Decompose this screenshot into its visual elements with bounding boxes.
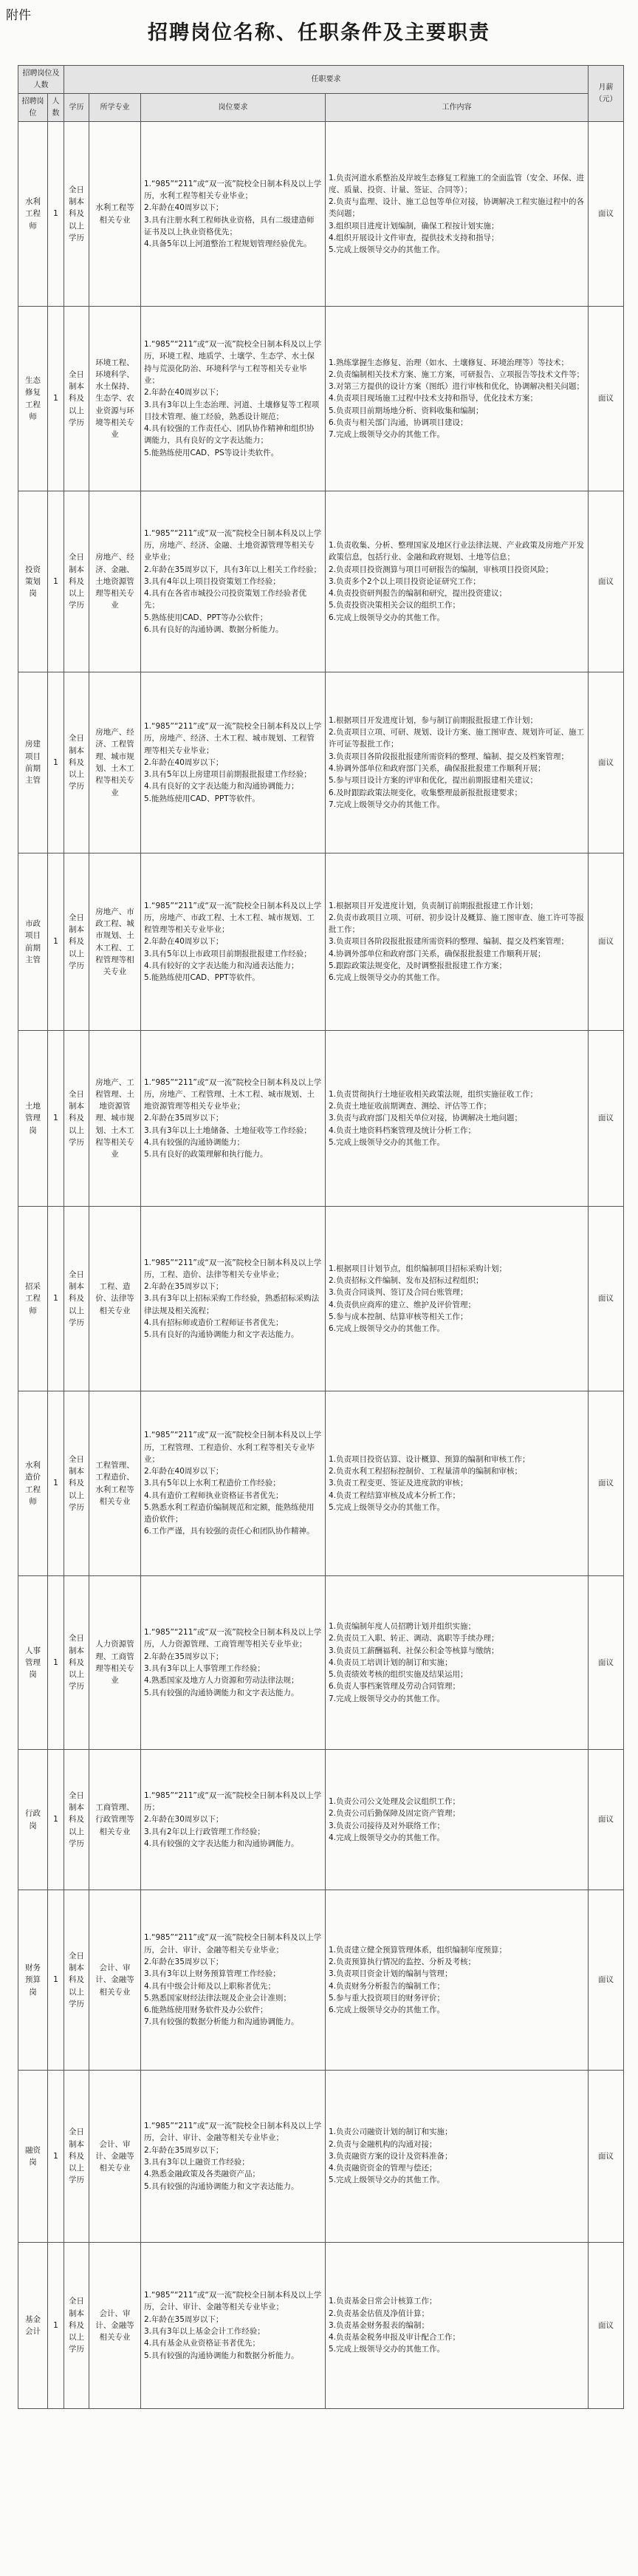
duty-line: 2.负责编制相关技术方案、施工方案，可研报告、立项报告等技术文件等； xyxy=(329,369,585,379)
duty-line: 3.负责工程变更、签证及进度款的审核； xyxy=(329,1479,468,1488)
duty-line: 4.组织开展设计文件审查，提供技术支持和指导； xyxy=(329,233,499,242)
duty-line: 2.负责公司后勤保障及固定资产管理； xyxy=(329,1809,461,1819)
requirements-cell xyxy=(141,307,326,491)
requirement-line: 3.具有5年以上房建项目前期报批报建工作经验； xyxy=(144,770,312,780)
count-cell: 1 xyxy=(48,672,64,853)
major-cell: 工商管理、行政管理等相关专业 xyxy=(89,1750,141,1890)
table-row xyxy=(18,1890,624,2071)
requirement-line: 6.工作严谨，具有较强的责任心和团队协作精神。 xyxy=(144,1527,315,1536)
salary-cell: 面议 xyxy=(589,491,624,672)
salary-cell: 面议 xyxy=(589,122,624,307)
duties-cell xyxy=(326,1576,589,1750)
count-cell: 1 xyxy=(48,122,64,307)
requirement-line: 3.具有4年以上项目投资策划工作经验； xyxy=(144,576,281,586)
education-cell: 全日制本科及以上学历 xyxy=(64,1576,89,1750)
count-cell: 1 xyxy=(48,1207,64,1391)
duty-line: 4.负责投资研判报告的编制和研究，提出投资建议； xyxy=(329,589,507,599)
requirement-line: 2.年龄在40周岁以下； xyxy=(144,1467,224,1476)
requirement-line: 2.年龄在35周岁以下； xyxy=(144,1114,224,1123)
requirement-line: 4.熟悉国家及地方人力资源和劳动法律法规； xyxy=(144,1676,299,1686)
duty-line: 4.协调外部单位和政府部门关系，确保报批报建工作顺利开展； xyxy=(329,764,546,773)
duty-line: 7.完成上级领导交办的其他工作。 xyxy=(329,430,445,440)
requirement-line: 3.具有3年以上财务预算管理工作经验； xyxy=(144,1969,281,1979)
page-title: 招聘岗位名称、任职条件及主要职责 xyxy=(148,21,490,44)
requirement-line: 2.年龄在35周岁以下； xyxy=(144,1957,224,1966)
position-cell: 行政岗 xyxy=(18,1750,48,1890)
salary-cell: 面议 xyxy=(589,1391,624,1576)
requirement-line: 1.“985”“211”或“双一流”院校全日制本科及以上学历，房地产、市政工程、土木工程、城市规划、工程管理等相关专业毕业； xyxy=(144,901,322,935)
requirements-cell xyxy=(141,491,326,672)
duty-line: 1.根据项目开发进度计划，参与制订前期报批报建工作计划； xyxy=(329,715,538,725)
salary-cell: 面议 xyxy=(589,1890,624,2071)
education-cell: 全日制本科及以上学历 xyxy=(64,1391,89,1576)
requirement-line: 4.具有基金从业资格证书者优先； xyxy=(144,2339,261,2348)
major-cell: 房地产、工程管理、土地资源管理、城市规划、土木工程等相关专业 xyxy=(89,1031,141,1207)
requirement-line: 1.“985”“211”或“双一流”院校全日制本科及以上学历，房地产、经济、金融、土地资源管理等相关专业毕业； xyxy=(144,528,322,562)
duty-line: 4.负责工程结算审核及成本分析工作； xyxy=(329,1490,461,1500)
duty-line: 6.完成上级领导交办的其他工作。 xyxy=(329,973,445,983)
count-cell: 1 xyxy=(48,1890,64,2071)
requirement-line: 2.年龄在40周岁以下； xyxy=(144,937,224,947)
table-header xyxy=(18,66,624,122)
duties-cell xyxy=(326,1031,589,1207)
duty-line: 3.负责项目资金计划的编制与管理； xyxy=(329,1969,453,1979)
duty-line: 6.完成上级领导交办的其他工作。 xyxy=(329,2006,445,2015)
duty-line: 6.及时跟踪政策法规变化，收集整理最新报批报建要求； xyxy=(329,788,523,797)
duty-line: 2.负责土地征收前期调查、测绘、评估等工作； xyxy=(329,1102,492,1111)
major-cell: 工程、造价、法律等相关专业 xyxy=(89,1207,141,1391)
duty-line: 2.负责项目投资测算与项目可研报告的编制，审核项目投资风险； xyxy=(329,565,554,574)
requirement-line: 7.具有较强的数据分析能力和沟通协调能力。 xyxy=(144,2017,299,2027)
salary-cell: 面议 xyxy=(589,1207,624,1391)
major-cell: 会计、审计、金融等相关专业 xyxy=(89,2071,141,2243)
requirement-line: 1.“985”“211”或“双一流”院校全日制本科及以上学历，人力资源管理、工商管理等相关专业毕业； xyxy=(144,1628,322,1649)
count-cell: 1 xyxy=(48,1576,64,1750)
education-cell: 全日制本科及以上学历 xyxy=(64,307,89,491)
major-cell: 环境工程、环境科学、水土保持、生态学、农业资源与环境等相关专业 xyxy=(89,307,141,491)
duty-line: 2.负责市政项目立项、可研、初步设计及概算、施工图审查、施工许可等报批工作； xyxy=(329,913,585,935)
duty-line: 2.负责基金估值及净值计算； xyxy=(329,2308,430,2318)
requirements-cell xyxy=(141,1576,326,1750)
position-cell: 土地管理岗 xyxy=(18,1031,48,1207)
education-cell: 全日制本科及以上学历 xyxy=(64,1031,89,1207)
requirements-cell xyxy=(141,1207,326,1391)
duty-line: 7.完成上级领导交办的其他工作。 xyxy=(329,1694,445,1703)
requirement-line: 4.具备5年以上河道整治工程规划管理经验优先。 xyxy=(144,239,312,249)
position-cell: 生态修复工程师 xyxy=(18,307,48,491)
count-cell: 1 xyxy=(48,307,64,491)
duty-line: 5.负责项目前期场地分析、资料收集和编制； xyxy=(329,406,484,415)
duty-line: 1.负责收集、分析、整理国家及地区行业法律法规、产业政策及房地产开发政策信息，包括行业、金融和政府规划、土地等信息； xyxy=(329,541,585,562)
requirements-cell xyxy=(141,1750,326,1890)
requirements-cell xyxy=(141,853,326,1031)
header-major: 所学专业 xyxy=(89,94,141,122)
duties-cell xyxy=(326,307,589,491)
duty-line: 3.对第三方提供的设计方案（图纸）进行审核和优化，协调解决相关问题； xyxy=(329,382,585,392)
duty-line: 3.负责公司接待及对外联络工作； xyxy=(329,1821,445,1830)
salary-cell: 面议 xyxy=(589,1576,624,1750)
table-row xyxy=(18,1391,624,1576)
header-salary: 月薪（元） xyxy=(589,66,624,122)
requirement-line: 6.能熟练使用财务软件及办公软件； xyxy=(144,2006,268,2015)
header-requirements-group: 任职要求 xyxy=(64,66,589,94)
duty-line: 3.负责合同谈判、签订及合同台账管理； xyxy=(329,1288,468,1298)
duty-line: 3.负责项目各阶段报批报建所需资料的整理、编制、提交及档案管理； xyxy=(329,937,569,947)
duty-line: 5.完成上级领导交办的其他工作。 xyxy=(329,1502,445,1512)
requirement-line: 3.具有3年以上人事管理工作经验； xyxy=(144,1664,265,1673)
requirements-cell xyxy=(141,1890,326,2071)
count-cell: 1 xyxy=(48,2071,64,2243)
duty-line: 1.负责河道水系整治及岸坡生态修复工程施工的全面监管（安全、环保、进度、质量、投资、计量、签证、合同等）； xyxy=(329,173,585,194)
duty-line: 4.负责项目现场施工过程中技术支持和指导，优化技术方案； xyxy=(329,394,538,403)
requirement-line: 4.熟悉金融政策及各类融资产品； xyxy=(144,2170,261,2179)
duty-line: 5.参与成本控制、结算审核等相关工作； xyxy=(329,1312,468,1321)
duty-line: 4.完成上级领导交办的其他工作。 xyxy=(329,1833,445,1842)
duty-line: 1.负责建立健全预算管理体系，组织编制年度预算； xyxy=(329,1945,507,1955)
requirement-line: 2.年龄在35周岁以下，具有3年以上相关工作经验； xyxy=(144,565,322,574)
duty-line: 4.负责融资资金的管理与偿还； xyxy=(329,2164,437,2173)
education-cell: 全日制本科及以上学历 xyxy=(64,853,89,1031)
requirement-line: 1.“985”“211”或“双一流”院校全日制本科及以上学历，水利工程等相关专业毕业； xyxy=(144,179,322,200)
duty-line: 1.根据项目计划节点，组织编制项目招标采购计划； xyxy=(329,1264,507,1273)
duties-cell xyxy=(326,2071,589,2243)
header-count: 人数 xyxy=(48,94,64,122)
position-cell: 融资岗 xyxy=(18,2071,48,2243)
position-cell: 房建项目前期主管 xyxy=(18,672,48,853)
duty-line: 1.负责贯彻执行土地征收相关政策法规，组织实施征收工作； xyxy=(329,1089,538,1099)
requirement-line: 5.具有良好的沟通协调能力和文字表达能力。 xyxy=(144,1330,299,1340)
education-cell: 全日制本科及以上学历 xyxy=(64,1750,89,1890)
duties-cell xyxy=(326,491,589,672)
table-row xyxy=(18,2071,624,2243)
duty-line: 4.负责财务分析报告的编制工作； xyxy=(329,1981,445,1991)
position-cell: 水利造价工程师 xyxy=(18,1391,48,1576)
requirement-line: 4.具有招标师或造价工程师证书者优先； xyxy=(144,1318,284,1327)
salary-cell: 面议 xyxy=(589,2071,624,2243)
requirement-line: 5.熟悉国家财经法律法规及企业会计准则； xyxy=(144,1993,292,2003)
duty-line: 1.负责公司融资计划的制订和实施； xyxy=(329,2127,453,2137)
table-row xyxy=(18,1031,624,1207)
major-cell: 水利工程等相关专业 xyxy=(89,122,141,307)
requirements-cell xyxy=(141,2071,326,2243)
requirement-line: 5.具有较强的沟通协调能力和文字表达能力。 xyxy=(144,2181,299,2191)
duty-line: 5.参与重大投资项目的财务评价； xyxy=(329,1993,445,2003)
recruitment-table xyxy=(18,65,624,2409)
requirement-line: 1.“985”“211”或“双一流”院校全日制本科及以上学历，环境工程、地质学、土壤学、生态学、水土保持与荒漠化防治、环境科学与工程等相关专业毕业； xyxy=(144,340,322,385)
count-cell: 1 xyxy=(48,1031,64,1207)
requirement-line: 2.年龄在35周岁以下； xyxy=(144,1282,224,1292)
requirement-line: 3.具有2年以上行政管理工作经验； xyxy=(144,1827,265,1836)
duty-line: 3.组织项目进度计划编制，确保工程按计划实施； xyxy=(329,221,499,231)
duty-line: 5.负责投资决策相关会议的组织工作； xyxy=(329,601,461,610)
requirement-line: 4.具有较强的文字表达能力和沟通协调能力。 xyxy=(144,1839,299,1848)
major-cell: 会计、审计、金融等相关专业 xyxy=(89,2243,141,2409)
education-cell: 全日制本科及以上学历 xyxy=(64,2071,89,2243)
requirement-line: 3.具有3年以上生态治理、河道、土壤修复等工程项目技术管理、施工经验，熟悉设计规范； xyxy=(144,400,320,421)
attachment-label: 附件 xyxy=(6,8,31,23)
major-cell: 房地产、经济、金融、土地资源管理等相关专业 xyxy=(89,491,141,672)
salary-cell: 面议 xyxy=(589,1750,624,1890)
salary-cell: 面议 xyxy=(589,2243,624,2409)
requirement-line: 4.具有较强的沟通协调能力； xyxy=(144,1137,245,1147)
duty-line: 5.完成上级领导交办的其他工作。 xyxy=(329,2175,445,2185)
duty-line: 2.负责预算执行情况的监控、分析及考核； xyxy=(329,1957,476,1966)
position-cell: 人事管理岗 xyxy=(18,1576,48,1750)
requirement-line: 1.“985”“211”或“双一流”院校全日制本科及以上学历； xyxy=(144,1790,322,1813)
position-cell: 投资策划岗 xyxy=(18,491,48,672)
duty-line: 3.负责基金财务报表的编制； xyxy=(329,2320,430,2330)
count-cell: 1 xyxy=(48,853,64,1031)
table-row xyxy=(18,2243,624,2409)
duty-line: 5.完成上级领导交办的其他工作。 xyxy=(329,2345,445,2354)
education-cell: 全日制本科及以上学历 xyxy=(64,672,89,853)
major-cell: 会计、审计、金融等相关专业 xyxy=(89,1890,141,2071)
duty-line: 5.参与项目设计方案的评审和优化，提出前期报建相关建议； xyxy=(329,776,538,786)
requirement-line: 1.“985”“211”或“双一流”院校全日制本科及以上学历，房地产、经济、土木工程、城市规划、工程管理等相关专业毕业； xyxy=(144,722,322,755)
duty-line: 6.负责与相关部门沟通，协调项目建设； xyxy=(329,418,468,427)
duty-line: 3.负责员工薪酬福利、社保公积金等核算与缴纳； xyxy=(329,1646,499,1655)
requirement-line: 4.具有较强的工作责任心、团队协作精神和组织协调能力，具有良好的文字表达能力； xyxy=(144,424,315,446)
requirement-line: 5.能熟练使用CAD、PPT等软件。 xyxy=(144,794,260,803)
count-cell: 1 xyxy=(48,491,64,672)
requirement-line: 6.具有良好的沟通协调、数据分析能力。 xyxy=(144,624,284,634)
requirement-line: 1.“985”“211”或“双一流”院校全日制本科及以上学历，会计、审计、金融等相关专业毕业； xyxy=(144,2122,322,2143)
duty-line: 4.协调外部单位和政府部门关系，确保报批报建工作顺利开展； xyxy=(329,949,546,958)
requirement-line: 2.年龄在35周岁以下； xyxy=(144,2145,224,2155)
count-cell: 1 xyxy=(48,1750,64,1890)
duty-line: 4.负责员工培训计划的制订和实施； xyxy=(329,1657,453,1667)
requirement-line: 1.“985”“211”或“双一流”院校全日制本科及以上学历，会计、审计、金融等相关专业毕业； xyxy=(144,1933,322,1955)
requirements-cell xyxy=(141,122,326,307)
requirement-line: 5.能熟练使用CAD、PPT等软件。 xyxy=(144,973,260,983)
requirement-line: 3.具有3年以上招标采购工作经验，熟悉招标采购法律法规及相关流程； xyxy=(144,1294,320,1315)
major-cell: 房地产、经济、工程管理、城市规划、土木工程等相关专业 xyxy=(89,672,141,853)
duty-line: 2.负责项目立项、可研、规划、设计方案、施工图审查、规划许可证、施工许可证等报批工作； xyxy=(329,728,585,749)
requirements-cell xyxy=(141,2243,326,2409)
duties-cell xyxy=(326,1391,589,1576)
requirement-line: 3.具有3年以上基金会计工作经验； xyxy=(144,2327,265,2336)
duty-line: 3.负责融资方案的设计及资料准备； xyxy=(329,2151,453,2161)
table-row xyxy=(18,1207,624,1391)
duty-line: 4.负责供应商库的建立、维护及评价管理； xyxy=(329,1300,476,1309)
duty-line: 6.完成上级领导交办的其他工作。 xyxy=(329,1324,445,1334)
table-row xyxy=(18,122,624,307)
education-cell: 全日制本科及以上学历 xyxy=(64,1207,89,1391)
position-cell: 基金会计 xyxy=(18,2243,48,2409)
header-position-group: 招聘岗位及人数 xyxy=(18,66,64,94)
education-cell: 全日制本科及以上学历 xyxy=(64,2243,89,2409)
duties-cell xyxy=(326,853,589,1031)
duty-line: 3.负责多个2个以上项目投资论证研究工作； xyxy=(329,576,481,586)
duty-line: 1.负责基金日常会计核算工作； xyxy=(329,2297,437,2306)
requirements-cell xyxy=(141,672,326,853)
duties-cell xyxy=(326,122,589,307)
requirement-line: 5.能熟练使用CAD、PS等设计类软件。 xyxy=(144,448,279,457)
requirement-line: 2.年龄在40周岁以下； xyxy=(144,203,224,213)
position-cell: 招采工程师 xyxy=(18,1207,48,1391)
count-cell: 1 xyxy=(48,1391,64,1576)
duties-cell xyxy=(326,2243,589,2409)
position-cell: 市政项目前期主管 xyxy=(18,853,48,1031)
requirement-line: 5.具有良好的政策理解和执行能力。 xyxy=(144,1150,268,1159)
requirement-line: 1.“985”“211”或“双一流”院校全日制本科及以上学历，会计、审计、金融等相关专业毕业； xyxy=(144,2291,322,2312)
major-cell: 工程管理、工程造价、水利工程等相关专业 xyxy=(89,1391,141,1576)
salary-cell: 面议 xyxy=(589,1031,624,1207)
duty-line: 5.负责绩效考核的组织实施及结果运用； xyxy=(329,1670,468,1680)
requirement-line: 2.年龄在35周岁以下； xyxy=(144,2314,224,2324)
requirement-line: 5.具有较强的沟通协调能力和文字表达能力。 xyxy=(144,1688,299,1697)
header-work-content: 工作内容 xyxy=(326,94,589,122)
requirement-line: 3.具有3年以上融资工作经验； xyxy=(144,2158,250,2167)
salary-cell: 面议 xyxy=(589,853,624,1031)
duty-line: 2.负责与监理、设计、施工总包等单位对接，协调解决工程实施过程中的各类问题； xyxy=(329,197,585,219)
requirement-line: 3.具有3年以上土地储备、土地征收等工作经验； xyxy=(144,1125,312,1135)
count-cell: 1 xyxy=(48,2243,64,2409)
requirement-line: 1.“985”“211”或“双一流”院校全日制本科及以上学历，工程管理、工程造价、水利工程等相关专业毕业； xyxy=(144,1431,322,1464)
position-cell: 财务预算岗 xyxy=(18,1890,48,2071)
header-position: 招聘岗位 xyxy=(18,94,48,122)
duty-line: 2.负责与金融机构的沟通对接； xyxy=(329,2139,437,2149)
requirements-cell xyxy=(141,1391,326,1576)
requirement-line: 4.具有较好的文字表达能力和沟通表达能力； xyxy=(144,961,299,970)
salary-cell: 面议 xyxy=(589,672,624,853)
duty-line: 3.负责项目各阶段报批报建所需资料的整理、编制、提交及档案管理； xyxy=(329,752,569,761)
duties-cell xyxy=(326,1890,589,2071)
major-cell: 房地产、市政工程、城市规划、土木工程、工程管理等相关专业 xyxy=(89,853,141,1031)
duty-line: 7.完成上级领导交办的其他工作。 xyxy=(329,800,445,809)
requirement-line: 2.年龄在40周岁以下； xyxy=(144,388,224,398)
duty-line: 4.负责土地资料档案管理及统计分析工作； xyxy=(329,1125,476,1135)
duty-line: 2.负责水利工程招标控制价、工程量清单的编制和审核； xyxy=(329,1467,523,1476)
requirement-line: 5.具有较强的沟通协调能力和数据分析能力。 xyxy=(144,2351,299,2360)
table-row xyxy=(18,672,624,853)
requirement-line: 2.年龄在40周岁以下； xyxy=(144,757,224,767)
duties-cell xyxy=(326,1207,589,1391)
requirement-line: 5.熟悉水利工程造价编制规范和定额，能熟练使用造价软件； xyxy=(144,1502,315,1524)
duty-line: 5.完成上级领导交办的其他工作。 xyxy=(329,245,445,255)
requirements-cell xyxy=(141,1031,326,1207)
education-cell: 全日制本科及以上学历 xyxy=(64,491,89,672)
requirement-line: 5.熟练使用CAD、PPT等办公软件； xyxy=(144,613,268,622)
duty-line: 4.负责基金税务申报及审计配合工作； xyxy=(329,2333,461,2342)
education-cell: 全日制本科及以上学历 xyxy=(64,122,89,307)
duty-line: 1.负责公司公文处理及会议组织工作； xyxy=(329,1796,461,1806)
requirement-line: 1.“985”“211”或“双一流”院校全日制本科及以上学历，工程、造价、法律等相关专业毕业； xyxy=(144,1258,322,1279)
duty-line: 1.根据项目开发进度计划，负责制订前期报批报建工作计划； xyxy=(329,901,538,910)
duty-line: 6.完成上级领导交办的其他工作。 xyxy=(329,613,445,622)
duty-line: 5.跟踪政策法规变化，及时调整报批报建工作方案； xyxy=(329,961,507,970)
requirement-line: 4.具有中级会计师及以上职称者优先； xyxy=(144,1981,276,1991)
table-row xyxy=(18,1750,624,1890)
duties-cell xyxy=(326,672,589,853)
requirement-line: 2.年龄在35周岁以下； xyxy=(144,1652,224,1661)
table-row xyxy=(18,853,624,1031)
major-cell: 人力资源管理、工商管理等相关专业 xyxy=(89,1576,141,1750)
requirement-line: 2.年龄在30周岁以下； xyxy=(144,1815,224,1824)
duty-line: 1.负责编制年度人员招聘计划并组织实施； xyxy=(329,1622,476,1632)
requirement-line: 3.具有5年以上市政项目前期报批报建工作经验； xyxy=(144,949,312,958)
duty-line: 1.负责项目投资估算、设计概算、预算的编制和审核工作； xyxy=(329,1454,530,1464)
requirement-line: 3.具有5年以上水利工程造价工作经验； xyxy=(144,1479,281,1488)
duty-line: 2.负责员工入职、转正、调动、离职等手续办理； xyxy=(329,1634,499,1643)
duty-line: 5.完成上级领导交办的其他工作。 xyxy=(329,1137,445,1147)
requirement-line: 4.具有造价工程师执业资格证书者优先； xyxy=(144,1490,284,1500)
requirement-line: 1.“985”“211”或“双一流”院校全日制本科及以上学历，房地产、工程管理、土木工程、城市规划、土地资源管理等相关专业毕业； xyxy=(144,1077,322,1111)
duty-line: 3.负责与政府部门及相关单位对接，协调解决土地问题； xyxy=(329,1114,523,1123)
requirement-line: 3.具有注册水利工程师执业资格，具有二级建造师证书及以上执业资格优先； xyxy=(144,215,315,236)
position-cell: 水利工程师 xyxy=(18,122,48,307)
table-row xyxy=(18,1576,624,1750)
duty-line: 2.负责招标文件编制、发布及招标过程组织； xyxy=(329,1275,484,1285)
header-job-requirements: 岗位要求 xyxy=(141,94,326,122)
table-row xyxy=(18,491,624,672)
duties-cell xyxy=(326,1750,589,1890)
table-body xyxy=(18,122,624,2409)
requirement-line: 4.具有良好的文字表达能力和沟通协调能力； xyxy=(144,782,299,791)
duty-line: 1.熟练掌握生态修复、治理（如水、土壤修复、环境治理等）等技术； xyxy=(329,358,569,367)
salary-cell: 面议 xyxy=(589,307,624,491)
duty-line: 6.负责人事档案管理及劳动合同管理； xyxy=(329,1682,461,1691)
requirement-line: 4.具有在各省市城投公司投资策划工作经验者优先； xyxy=(144,589,307,610)
table-row xyxy=(18,307,624,491)
header-education: 学历 xyxy=(64,94,89,122)
education-cell: 全日制本科及以上学历 xyxy=(64,1890,89,2071)
